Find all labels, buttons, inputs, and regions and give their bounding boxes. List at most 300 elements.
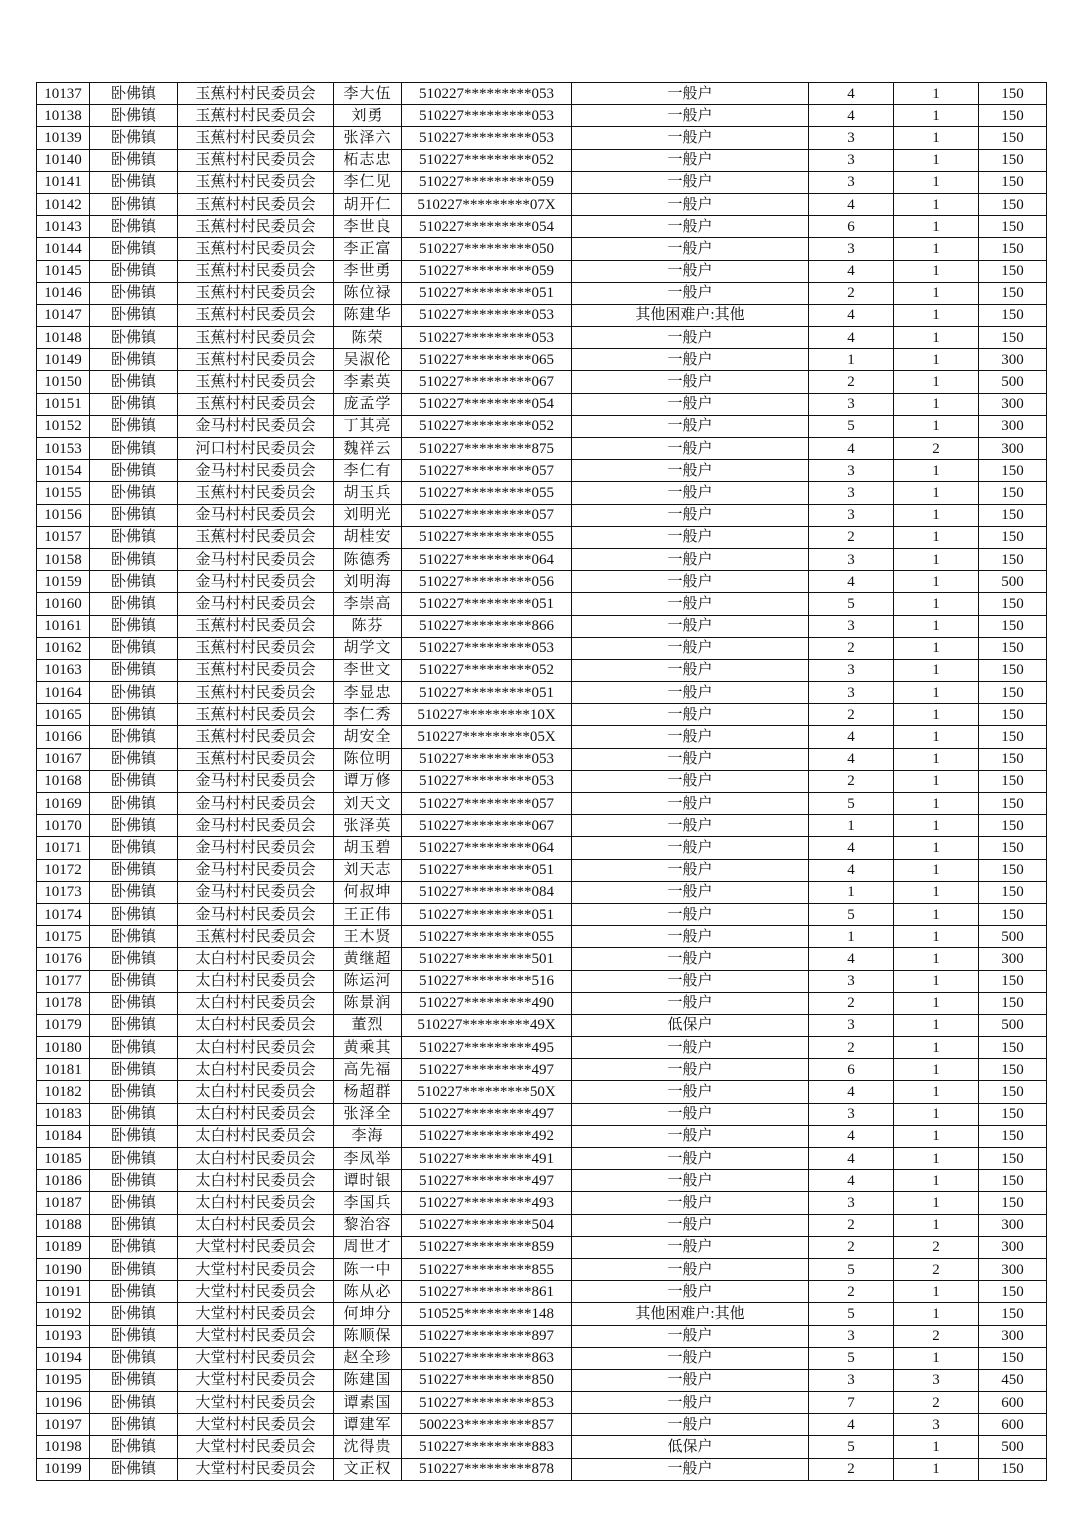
table-row <box>37 1014 1047 1036</box>
village-committee-cell: 太白村村民委员会 <box>178 1059 334 1081</box>
village-committee-cell: 金马村村民委员会 <box>178 460 334 482</box>
serial-cell: 10199 <box>37 1458 90 1480</box>
table-row <box>37 948 1047 970</box>
table-row <box>37 548 1047 570</box>
name-cell: 李海 <box>334 1125 402 1147</box>
name-cell: 陈荣 <box>334 327 402 349</box>
family-size-cell: 6 <box>809 1059 894 1081</box>
aided-count-cell: 1 <box>894 926 979 948</box>
family-size-cell: 3 <box>809 238 894 260</box>
village-committee-cell: 太白村村民委员会 <box>178 948 334 970</box>
family-size-cell: 7 <box>809 1392 894 1414</box>
household-type-cell: 一般户 <box>572 482 809 504</box>
village-committee-cell: 金马村村民委员会 <box>178 793 334 815</box>
household-type-cell: 一般户 <box>572 659 809 681</box>
name-cell: 黄乘其 <box>334 1037 402 1059</box>
town-cell: 卧佛镇 <box>90 615 178 637</box>
table-row <box>37 171 1047 193</box>
amount-cell: 150 <box>979 1148 1047 1170</box>
id-number-cell: 510227*********051 <box>402 859 572 881</box>
aided-count-cell: 1 <box>894 127 979 149</box>
family-size-cell: 5 <box>809 1436 894 1458</box>
household-type-cell: 一般户 <box>572 1170 809 1192</box>
table-row <box>37 1148 1047 1170</box>
id-number-cell: 510227*********064 <box>402 837 572 859</box>
table-row <box>37 881 1047 903</box>
town-cell: 卧佛镇 <box>90 482 178 504</box>
aided-count-cell: 1 <box>894 1103 979 1125</box>
village-committee-cell: 玉蕉村村民委员会 <box>178 637 334 659</box>
town-cell: 卧佛镇 <box>90 593 178 615</box>
table-row <box>37 1392 1047 1414</box>
town-cell: 卧佛镇 <box>90 282 178 304</box>
id-number-cell: 510227*********055 <box>402 926 572 948</box>
household-type-cell: 一般户 <box>572 881 809 903</box>
town-cell: 卧佛镇 <box>90 659 178 681</box>
household-type-cell: 一般户 <box>572 1125 809 1147</box>
household-type-cell: 一般户 <box>572 260 809 282</box>
id-number-cell: 510227*********053 <box>402 105 572 127</box>
amount-cell: 150 <box>979 1347 1047 1369</box>
amount-cell: 150 <box>979 1192 1047 1214</box>
household-type-cell: 一般户 <box>572 127 809 149</box>
aided-count-cell: 1 <box>894 1458 979 1480</box>
name-cell: 李崇高 <box>334 593 402 615</box>
family-size-cell: 4 <box>809 260 894 282</box>
amount-cell: 150 <box>979 992 1047 1014</box>
household-type-cell: 一般户 <box>572 615 809 637</box>
town-cell: 卧佛镇 <box>90 926 178 948</box>
serial-cell: 10198 <box>37 1436 90 1458</box>
amount-cell: 150 <box>979 903 1047 925</box>
family-size-cell: 4 <box>809 327 894 349</box>
name-cell: 刘天文 <box>334 793 402 815</box>
family-size-cell: 4 <box>809 105 894 127</box>
serial-cell: 10157 <box>37 526 90 548</box>
aided-count-cell: 1 <box>894 1081 979 1103</box>
name-cell: 胡安全 <box>334 726 402 748</box>
table-row <box>37 1258 1047 1280</box>
household-type-cell: 一般户 <box>572 393 809 415</box>
table-row <box>37 1281 1047 1303</box>
town-cell: 卧佛镇 <box>90 171 178 193</box>
id-number-cell: 510227*********853 <box>402 1392 572 1414</box>
id-number-cell: 510227*********497 <box>402 1170 572 1192</box>
amount-cell: 150 <box>979 1081 1047 1103</box>
town-cell: 卧佛镇 <box>90 992 178 1014</box>
amount-cell: 150 <box>979 238 1047 260</box>
amount-cell: 150 <box>979 659 1047 681</box>
table-row <box>37 327 1047 349</box>
table-row <box>37 992 1047 1014</box>
family-size-cell: 3 <box>809 393 894 415</box>
town-cell: 卧佛镇 <box>90 1436 178 1458</box>
id-number-cell: 510227*********057 <box>402 793 572 815</box>
table-row <box>37 1059 1047 1081</box>
relief-roster-table <box>36 82 1047 1481</box>
serial-cell: 10165 <box>37 704 90 726</box>
name-cell: 刘明光 <box>334 504 402 526</box>
village-committee-cell: 太白村村民委员会 <box>178 1103 334 1125</box>
aided-count-cell: 1 <box>894 859 979 881</box>
village-committee-cell: 玉蕉村村民委员会 <box>178 682 334 704</box>
id-number-cell: 510227*********057 <box>402 504 572 526</box>
name-cell: 刘明海 <box>334 571 402 593</box>
town-cell: 卧佛镇 <box>90 1192 178 1214</box>
town-cell: 卧佛镇 <box>90 770 178 792</box>
family-size-cell: 1 <box>809 926 894 948</box>
table-row <box>37 770 1047 792</box>
family-size-cell: 1 <box>809 349 894 371</box>
town-cell: 卧佛镇 <box>90 1236 178 1258</box>
town-cell: 卧佛镇 <box>90 438 178 460</box>
amount-cell: 500 <box>979 1014 1047 1036</box>
id-number-cell: 510227*********491 <box>402 1148 572 1170</box>
serial-cell: 10137 <box>37 83 90 105</box>
id-number-cell: 510227*********051 <box>402 682 572 704</box>
town-cell: 卧佛镇 <box>90 504 178 526</box>
aided-count-cell: 1 <box>894 238 979 260</box>
name-cell: 李国兵 <box>334 1192 402 1214</box>
amount-cell: 500 <box>979 1436 1047 1458</box>
amount-cell: 600 <box>979 1392 1047 1414</box>
aided-count-cell: 1 <box>894 1281 979 1303</box>
serial-cell: 10146 <box>37 282 90 304</box>
village-committee-cell: 太白村村民委员会 <box>178 1214 334 1236</box>
name-cell: 李仁见 <box>334 171 402 193</box>
family-size-cell: 3 <box>809 1325 894 1347</box>
name-cell: 李仁有 <box>334 460 402 482</box>
name-cell: 丁其亮 <box>334 415 402 437</box>
village-committee-cell: 玉蕉村村民委员会 <box>178 193 334 215</box>
serial-cell: 10189 <box>37 1236 90 1258</box>
household-type-cell: 一般户 <box>572 1081 809 1103</box>
serial-cell: 10181 <box>37 1059 90 1081</box>
aided-count-cell: 2 <box>894 438 979 460</box>
table-row <box>37 615 1047 637</box>
household-type-cell: 一般户 <box>572 193 809 215</box>
serial-cell: 10169 <box>37 793 90 815</box>
amount-cell: 150 <box>979 970 1047 992</box>
amount-cell: 450 <box>979 1369 1047 1391</box>
name-cell: 张泽六 <box>334 127 402 149</box>
aided-count-cell: 1 <box>894 1125 979 1147</box>
table-row <box>37 1170 1047 1192</box>
id-number-cell: 500223*********857 <box>402 1414 572 1436</box>
amount-cell: 300 <box>979 415 1047 437</box>
town-cell: 卧佛镇 <box>90 970 178 992</box>
id-number-cell: 510227*********07X <box>402 193 572 215</box>
name-cell: 周世才 <box>334 1236 402 1258</box>
table-row <box>37 637 1047 659</box>
village-committee-cell: 太白村村民委员会 <box>178 1148 334 1170</box>
family-size-cell: 5 <box>809 1258 894 1280</box>
name-cell: 李正富 <box>334 238 402 260</box>
amount-cell: 150 <box>979 859 1047 881</box>
aided-count-cell: 1 <box>894 1192 979 1214</box>
table-row <box>37 571 1047 593</box>
serial-cell: 10171 <box>37 837 90 859</box>
id-number-cell: 510227*********49X <box>402 1014 572 1036</box>
family-size-cell: 3 <box>809 1192 894 1214</box>
aided-count-cell: 1 <box>894 704 979 726</box>
family-size-cell: 4 <box>809 1414 894 1436</box>
name-cell: 李世勇 <box>334 260 402 282</box>
aided-count-cell: 1 <box>894 504 979 526</box>
aided-count-cell: 1 <box>894 282 979 304</box>
household-type-cell: 一般户 <box>572 926 809 948</box>
aided-count-cell: 1 <box>894 837 979 859</box>
id-number-cell: 510227*********059 <box>402 171 572 193</box>
village-committee-cell: 大堂村村民委员会 <box>178 1369 334 1391</box>
name-cell: 陈建华 <box>334 304 402 326</box>
aided-count-cell: 1 <box>894 992 979 1014</box>
id-number-cell: 510227*********055 <box>402 482 572 504</box>
aided-count-cell: 1 <box>894 948 979 970</box>
serial-cell: 10148 <box>37 327 90 349</box>
serial-cell: 10195 <box>37 1369 90 1391</box>
family-size-cell: 1 <box>809 815 894 837</box>
village-committee-cell: 金马村村民委员会 <box>178 815 334 837</box>
serial-cell: 10176 <box>37 948 90 970</box>
household-type-cell: 一般户 <box>572 171 809 193</box>
family-size-cell: 2 <box>809 637 894 659</box>
table-row <box>37 837 1047 859</box>
table-row <box>37 903 1047 925</box>
village-committee-cell: 金马村村民委员会 <box>178 859 334 881</box>
aided-count-cell: 1 <box>894 1347 979 1369</box>
amount-cell: 150 <box>979 83 1047 105</box>
name-cell: 陈从必 <box>334 1281 402 1303</box>
id-number-cell: 510227*********053 <box>402 637 572 659</box>
id-number-cell: 510227*********504 <box>402 1214 572 1236</box>
name-cell: 胡开仁 <box>334 193 402 215</box>
id-number-cell: 510227*********067 <box>402 371 572 393</box>
amount-cell: 150 <box>979 171 1047 193</box>
family-size-cell: 3 <box>809 504 894 526</box>
village-committee-cell: 大堂村村民委员会 <box>178 1347 334 1369</box>
serial-cell: 10184 <box>37 1125 90 1147</box>
id-number-cell: 510227*********053 <box>402 327 572 349</box>
family-size-cell: 5 <box>809 1303 894 1325</box>
family-size-cell: 2 <box>809 1236 894 1258</box>
household-type-cell: 一般户 <box>572 704 809 726</box>
id-number-cell: 510227*********054 <box>402 393 572 415</box>
amount-cell: 500 <box>979 926 1047 948</box>
table-row <box>37 1436 1047 1458</box>
aided-count-cell: 1 <box>894 1014 979 1036</box>
town-cell: 卧佛镇 <box>90 149 178 171</box>
id-number-cell: 510227*********883 <box>402 1436 572 1458</box>
household-type-cell: 一般户 <box>572 637 809 659</box>
village-committee-cell: 玉蕉村村民委员会 <box>178 304 334 326</box>
aided-count-cell: 1 <box>894 815 979 837</box>
household-type-cell: 一般户 <box>572 460 809 482</box>
name-cell: 谭时银 <box>334 1170 402 1192</box>
id-number-cell: 510227*********50X <box>402 1081 572 1103</box>
aided-count-cell: 1 <box>894 83 979 105</box>
name-cell: 胡玉兵 <box>334 482 402 504</box>
amount-cell: 150 <box>979 593 1047 615</box>
table-row <box>37 593 1047 615</box>
family-size-cell: 4 <box>809 571 894 593</box>
serial-cell: 10161 <box>37 615 90 637</box>
village-committee-cell: 金马村村民委员会 <box>178 415 334 437</box>
id-number-cell: 510525*********148 <box>402 1303 572 1325</box>
village-committee-cell: 大堂村村民委员会 <box>178 1414 334 1436</box>
village-committee-cell: 玉蕉村村民委员会 <box>178 726 334 748</box>
household-type-cell: 一般户 <box>572 548 809 570</box>
town-cell: 卧佛镇 <box>90 1037 178 1059</box>
id-number-cell: 510227*********497 <box>402 1103 572 1125</box>
id-number-cell: 510227*********053 <box>402 304 572 326</box>
id-number-cell: 510227*********866 <box>402 615 572 637</box>
table-row <box>37 371 1047 393</box>
village-committee-cell: 金马村村民委员会 <box>178 593 334 615</box>
aided-count-cell: 2 <box>894 1392 979 1414</box>
aided-count-cell: 1 <box>894 748 979 770</box>
household-type-cell: 一般户 <box>572 149 809 171</box>
household-type-cell: 一般户 <box>572 327 809 349</box>
name-cell: 沈得贵 <box>334 1436 402 1458</box>
name-cell: 吴淑伦 <box>334 349 402 371</box>
family-size-cell: 4 <box>809 304 894 326</box>
aided-count-cell: 1 <box>894 903 979 925</box>
village-committee-cell: 玉蕉村村民委员会 <box>178 327 334 349</box>
village-committee-cell: 大堂村村民委员会 <box>178 1258 334 1280</box>
id-number-cell: 510227*********875 <box>402 438 572 460</box>
serial-cell: 10153 <box>37 438 90 460</box>
village-committee-cell: 玉蕉村村民委员会 <box>178 127 334 149</box>
family-size-cell: 2 <box>809 1458 894 1480</box>
town-cell: 卧佛镇 <box>90 1170 178 1192</box>
village-committee-cell: 玉蕉村村民委员会 <box>178 216 334 238</box>
village-committee-cell: 太白村村民委员会 <box>178 1014 334 1036</box>
town-cell: 卧佛镇 <box>90 682 178 704</box>
aided-count-cell: 1 <box>894 881 979 903</box>
serial-cell: 10166 <box>37 726 90 748</box>
id-number-cell: 510227*********861 <box>402 1281 572 1303</box>
family-size-cell: 3 <box>809 659 894 681</box>
family-size-cell: 3 <box>809 615 894 637</box>
table-row <box>37 682 1047 704</box>
name-cell: 谭万修 <box>334 770 402 792</box>
name-cell: 王正伟 <box>334 903 402 925</box>
aided-count-cell: 1 <box>894 726 979 748</box>
serial-cell: 10180 <box>37 1037 90 1059</box>
table-row <box>37 970 1047 992</box>
village-committee-cell: 玉蕉村村民委员会 <box>178 482 334 504</box>
table-row <box>37 238 1047 260</box>
serial-cell: 10192 <box>37 1303 90 1325</box>
family-size-cell: 4 <box>809 1148 894 1170</box>
id-number-cell: 510227*********878 <box>402 1458 572 1480</box>
name-cell: 陈德秀 <box>334 548 402 570</box>
aided-count-cell: 1 <box>894 1436 979 1458</box>
household-type-cell: 一般户 <box>572 793 809 815</box>
household-type-cell: 一般户 <box>572 238 809 260</box>
id-number-cell: 510227*********054 <box>402 216 572 238</box>
name-cell: 陈芬 <box>334 615 402 637</box>
household-type-cell: 一般户 <box>572 992 809 1014</box>
aided-count-cell: 1 <box>894 548 979 570</box>
amount-cell: 150 <box>979 149 1047 171</box>
household-type-cell: 一般户 <box>572 1258 809 1280</box>
household-type-cell: 一般户 <box>572 726 809 748</box>
town-cell: 卧佛镇 <box>90 415 178 437</box>
village-committee-cell: 太白村村民委员会 <box>178 992 334 1014</box>
serial-cell: 10139 <box>37 127 90 149</box>
amount-cell: 150 <box>979 282 1047 304</box>
household-type-cell: 一般户 <box>572 415 809 437</box>
town-cell: 卧佛镇 <box>90 1125 178 1147</box>
village-committee-cell: 玉蕉村村民委员会 <box>178 371 334 393</box>
household-type-cell: 一般户 <box>572 1214 809 1236</box>
aided-count-cell: 3 <box>894 1369 979 1391</box>
serial-cell: 10168 <box>37 770 90 792</box>
household-type-cell: 一般户 <box>572 748 809 770</box>
serial-cell: 10182 <box>37 1081 90 1103</box>
household-type-cell: 低保户 <box>572 1436 809 1458</box>
household-type-cell: 一般户 <box>572 1458 809 1480</box>
amount-cell: 300 <box>979 1214 1047 1236</box>
family-size-cell: 3 <box>809 127 894 149</box>
name-cell: 陈顺保 <box>334 1325 402 1347</box>
household-type-cell: 一般户 <box>572 438 809 460</box>
town-cell: 卧佛镇 <box>90 1414 178 1436</box>
table-row <box>37 393 1047 415</box>
town-cell: 卧佛镇 <box>90 526 178 548</box>
amount-cell: 150 <box>979 526 1047 548</box>
family-size-cell: 1 <box>809 881 894 903</box>
town-cell: 卧佛镇 <box>90 1347 178 1369</box>
serial-cell: 10197 <box>37 1414 90 1436</box>
serial-cell: 10190 <box>37 1258 90 1280</box>
name-cell: 何坤分 <box>334 1303 402 1325</box>
family-size-cell: 4 <box>809 837 894 859</box>
name-cell: 李显忠 <box>334 682 402 704</box>
id-number-cell: 510227*********10X <box>402 704 572 726</box>
name-cell: 李凤举 <box>334 1148 402 1170</box>
amount-cell: 300 <box>979 393 1047 415</box>
name-cell: 黄继超 <box>334 948 402 970</box>
id-number-cell: 510227*********055 <box>402 526 572 548</box>
household-type-cell: 一般户 <box>572 1281 809 1303</box>
aided-count-cell: 1 <box>894 1059 979 1081</box>
id-number-cell: 510227*********050 <box>402 238 572 260</box>
household-type-cell: 一般户 <box>572 282 809 304</box>
id-number-cell: 510227*********516 <box>402 970 572 992</box>
household-type-cell: 一般户 <box>572 948 809 970</box>
amount-cell: 150 <box>979 1458 1047 1480</box>
household-type-cell: 一般户 <box>572 1236 809 1258</box>
table-row <box>37 659 1047 681</box>
name-cell: 李世文 <box>334 659 402 681</box>
amount-cell: 150 <box>979 815 1047 837</box>
amount-cell: 150 <box>979 460 1047 482</box>
town-cell: 卧佛镇 <box>90 1392 178 1414</box>
serial-cell: 10138 <box>37 105 90 127</box>
table-row <box>37 216 1047 238</box>
serial-cell: 10167 <box>37 748 90 770</box>
table-row <box>37 1125 1047 1147</box>
town-cell: 卧佛镇 <box>90 548 178 570</box>
family-size-cell: 3 <box>809 1103 894 1125</box>
name-cell: 陈位明 <box>334 748 402 770</box>
name-cell: 陈位禄 <box>334 282 402 304</box>
village-committee-cell: 玉蕉村村民委员会 <box>178 526 334 548</box>
serial-cell: 10175 <box>37 926 90 948</box>
